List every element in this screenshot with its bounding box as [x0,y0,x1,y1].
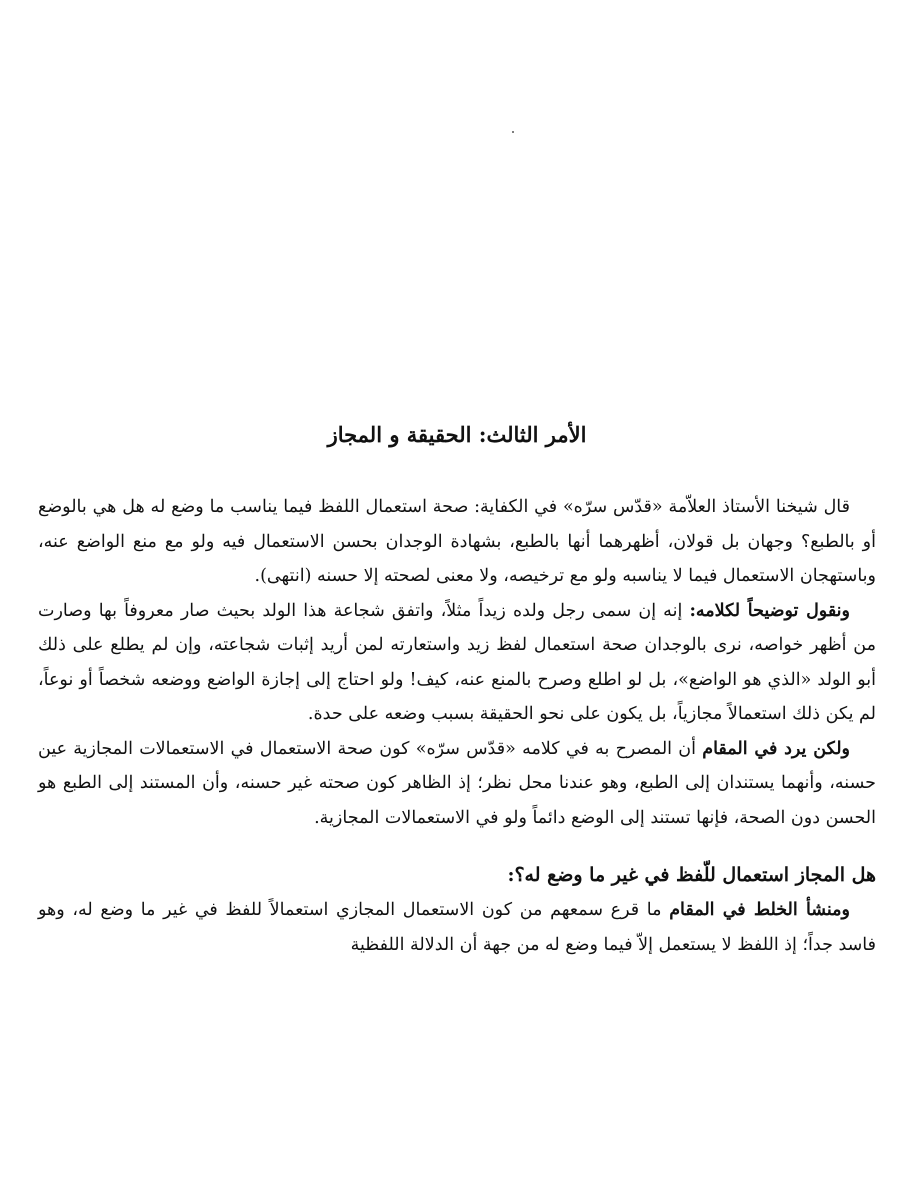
paragraph-3 [38,732,876,836]
paragraph-2 [38,594,876,732]
paragraph-3-lead: ولكن يرد في المقام [702,738,850,759]
scan-speck [512,131,514,133]
paragraph-2-lead: ونقول توضيحاً لكلامه: [689,600,851,621]
paragraph-1 [38,490,876,594]
paragraph-1-text: قال شيخنا الأستاذ العلاّمة «قدّس سرّه» في الكفاية: صحة استعمال اللفظ فيما يناسب ما وضع له هل هي بالوضع أو بالطبع؟ وجهان بل قولان، أظهرهما أنها بالطبع، بشهادة الوجدان بحسن الاستعمال فيه ولو مع منع الواضع عنه، وباستهجان الاستعمال فيما لا يناسبه ولو مع ترخيصه، ولا معنى لصحته إلا حسنه (انتهى). [38,497,876,586]
paragraph-4-lead: ومنشأ الخلط في المقام [669,900,850,920]
paragraph-2-text: إنه إن سمى رجل ولده زيداً مثلاً، واتفق شجاعة هذا الولد بحيث صار معروفاً بها وصارت من أظهر خواصه، نرى بالوجدان صحة استعمال لفظ زيد واستعارته لمن أريد إثبات شجاعته، وإن لم يطلع على ذلك أبو الولد «الذي هو الواضع»، بل لو اطلع وصرح بالمنع عنه، كيف! ولو احتاج إلى إجازة الواضع ووضعه شخصاً أو نوعاً، لم يكن ذلك استعمالاً مجازياً، بل يكون على نحو الحقيقة بسبب وضعه على حدة. [38,600,876,724]
paragraph-4-text: ما قرع سمعهم من كون الاستعمال المجازي استعمالاً للفظ في غير ما وضع له، وهو فاسد جداً؛ إذ اللفظ لا يستعمل إلاّ فيما وضع له من جهة أن الدلالة اللفظية [38,900,876,955]
paragraph-4 [38,893,876,962]
page-content [38,420,876,962]
section-title: الأمر الثالث: الحقيقة و المجاز [327,422,587,447]
paragraph-3-text: أن المصرح به في كلامه «قدّس سرّه» كون صحة الاستعمال في الاستعمالات المجازية عين حسنه، وأنهما يستندان إلى الطبع، وهو عندنا محل نظر؛ إذ الظاهر كون صحته غير حسنه، وأن المستند إلى الطبع هو الحسن دون الصحة، فإنها تستند إلى الوضع دائماً ولو في الاستعمالات المجازية. [38,738,876,828]
subsection-heading: هل المجاز استعمال للّفظ في غير ما وضع له؟: [507,864,876,886]
